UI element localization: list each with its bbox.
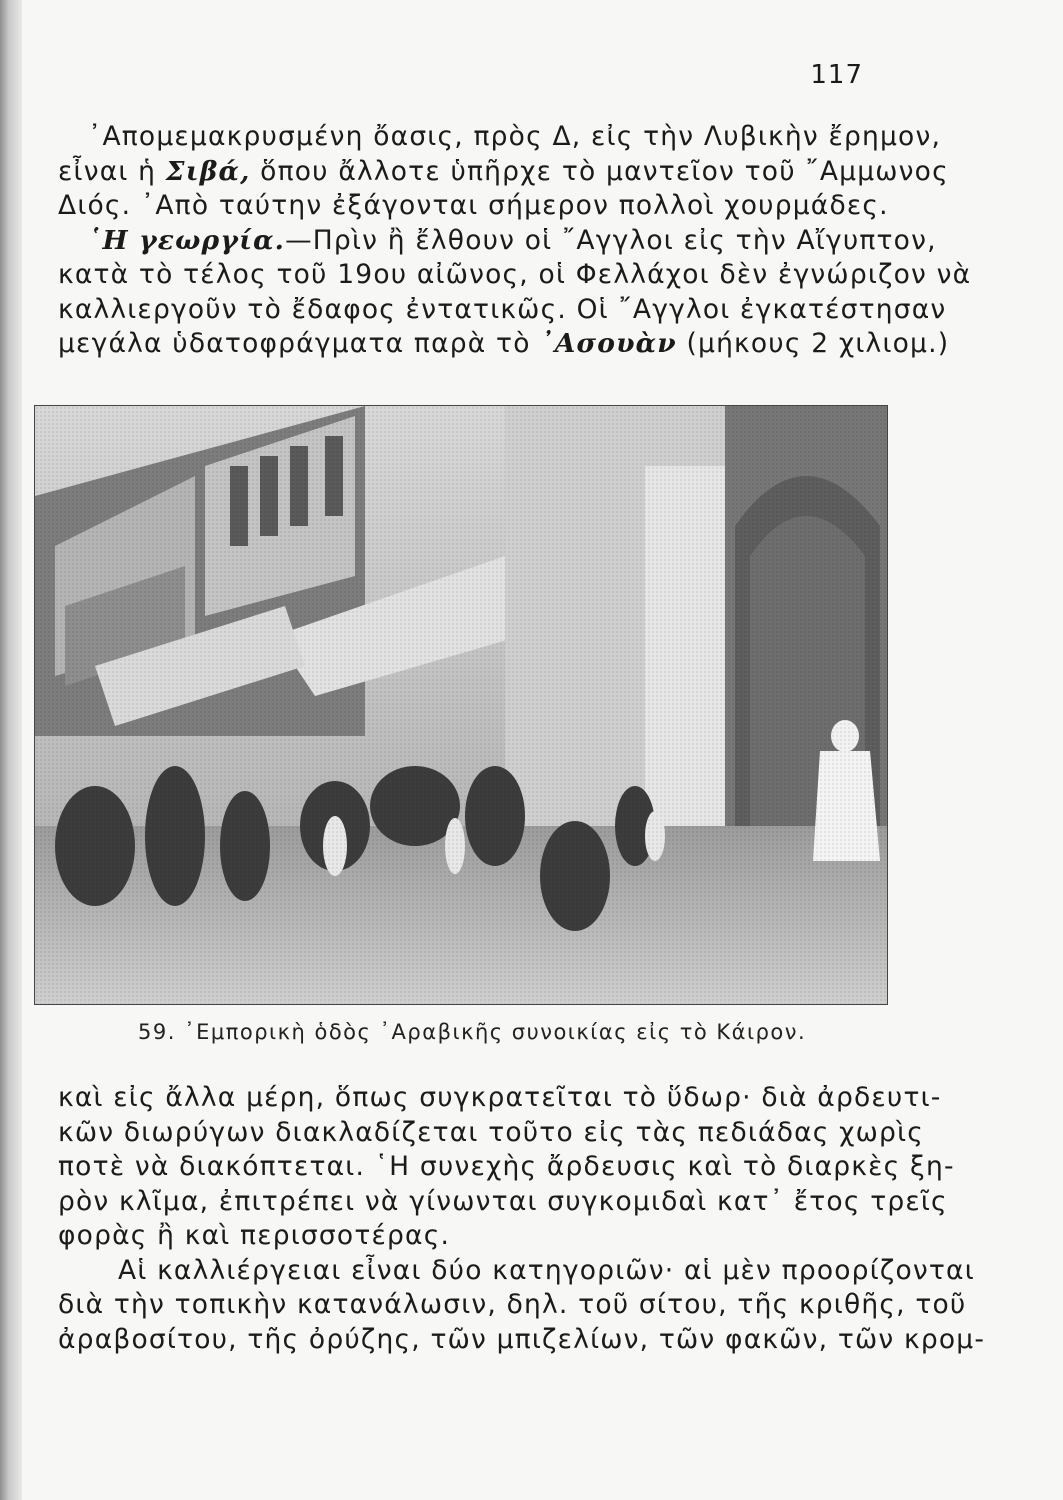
text-line: ρὸν κλῖμα, ἐπιτρέπει νὰ γίνωνται συγκομιδαὶ κατ᾿ ἔτος τρεῖς xyxy=(58,1185,948,1217)
text-line: διὰ τὴν τοπικὴν κατανάλωσιν, δηλ. τοῦ σίτου, τῆς κριθῆς, τοῦ xyxy=(58,1289,967,1320)
text-line: ᾿Απομεμακρυσμένη ὄασις, πρὸς Δ, εἰς τὴν Λυβικὴν ἔρημον, xyxy=(88,121,942,152)
text-line: ἀραβοσίτου, τῆς ὀρύζης, τῶν μπιζελίων, τῶν φακῶν, τῶν κρομ- xyxy=(58,1323,986,1355)
text-line: φορὰς ἢ καὶ περισσοτέρας. xyxy=(58,1220,451,1251)
text-line: Αἱ καλλιέργειαι εἶναι δύο κατηγοριῶν· αἱ μὲν προορίζονται xyxy=(118,1254,975,1286)
page-number: 117 xyxy=(810,60,863,90)
text-line: κατὰ τὸ τέλος τοῦ 19ου αἰῶνος, οἱ Φελλάχοι δὲν ἐγνώριζον νὰ xyxy=(58,259,972,290)
text-line: μεγάλα ὑδατοφράγματα παρὰ τὸ ᾿Ασουὰν (μήκους 2 χιλιομ.) xyxy=(58,328,950,359)
top-paragraphs xyxy=(58,121,972,364)
text-line: Διός. ᾿Απὸ ταύτην ἐξάγονται σήμερον πολλοὶ χουρμάδες. xyxy=(58,190,889,221)
text-line: εἶναι ἡ Σιβά, ὅπου ἄλλοτε ὑπῆρχε τὸ μαντεῖον τοῦ ῎Αμμωνος xyxy=(58,155,949,187)
figure-caption: 59. ᾿Εμπορικὴ ὁδὸς ᾿Αραβικῆς συνοικίας εἰς τὸ Κάιρον. xyxy=(138,1020,807,1044)
text-line: καλλιεργοῦν τὸ ἔδαφος ἐντατικῶς. Οἱ ῎Αγγλοι ἐγκατέστησαν xyxy=(58,293,947,325)
text-line: κῶν διωρύγων διακλαδίζεται τοῦτο εἰς τὰς πεδιάδας χωρὶς xyxy=(58,1116,924,1148)
page-gutter-shadow xyxy=(0,0,22,1500)
section-heading-agriculture: ῾Η γεωργία. xyxy=(88,224,286,256)
bottom-paragraphs xyxy=(58,1082,986,1359)
text-line: ῾Η γεωργία.—Πρὶν ἢ ἔλθουν οἱ ῎Αγγλοι εἰς τὴν Αἴγυπτον, xyxy=(88,224,937,256)
place-name-aswan: ᾿Ασουὰν xyxy=(540,328,677,359)
text-line: καὶ εἰς ἄλλα μέρη, ὅπως συγκρατεῖται τὸ ὕδωρ· διὰ ἀρδευτι- xyxy=(58,1082,942,1113)
photo-cairo-arab-street xyxy=(34,405,888,1005)
text-line: ποτὲ νὰ διακόπτεται. ῾Η συνεχὴς ἄρδευσις καὶ τὸ διαρκὲς ξη- xyxy=(58,1151,955,1182)
place-name-siwa: Σιβά, xyxy=(165,155,251,187)
